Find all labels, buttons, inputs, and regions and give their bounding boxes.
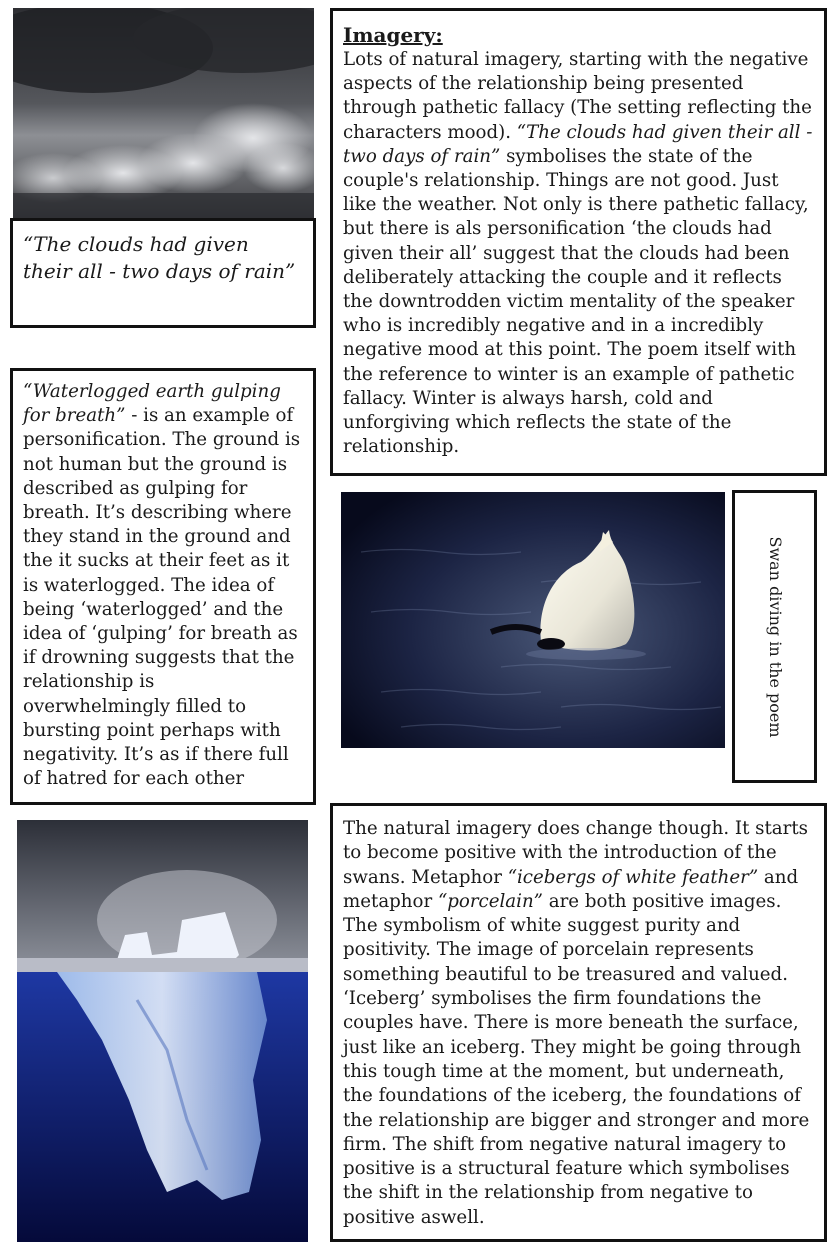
change-text-2: and metaphor — [343, 866, 799, 912]
swan-caption-box — [732, 490, 817, 783]
waterlogged-text: - is an example of personification. The ground is not human but the ground is described as gulping for breath. It’s describing where they stand in the ground and the it sucks at their feet as it is waterlogged. The idea of being ‘waterlogged’ and the idea of ‘gulping’ for breath as if drowning suggests that the relationship is overwhelmingly filled to bursting point perhaps with negativity. It’s as if there full of hatred for each other — [23, 405, 301, 790]
change-paragraph — [343, 817, 814, 1230]
change-quote-icebergs: “icebergs of white feather” — [507, 866, 759, 888]
iceberg-image — [17, 820, 308, 1242]
imagery-text-1: Lots of natural imagery, starting with the negative aspects of the relationship being presented through pathetic fallacy (The setting reflecting the characters mood). — [343, 49, 812, 143]
imagery-change-analysis-box — [330, 803, 827, 1242]
diving-swan-image — [341, 492, 725, 748]
change-quote-porcelain: “porcelain” — [437, 890, 543, 912]
storm-clouds-image — [13, 8, 314, 220]
imagery-paragraph — [343, 48, 814, 459]
waterlogged-analysis-box — [10, 368, 316, 805]
waterlogged-quote: “Waterlogged earth gulping for breath” — [23, 381, 281, 427]
clouds-quote: “The clouds had given their all - two days of rain” — [23, 232, 296, 283]
swan-caption: Swan diving in the poem — [765, 535, 785, 738]
waterlogged-paragraph — [23, 380, 303, 791]
imagery-analysis-box — [330, 8, 827, 476]
clouds-quote-box — [10, 218, 316, 328]
imagery-quote: “The clouds had given their all - two days of rain” — [343, 121, 813, 167]
imagery-heading: Imagery: — [343, 23, 443, 47]
change-text-3: are both positive images. The symbolism of white suggest purity and positivity. The image of porcelain represents something beautiful to be treasured and valued. ‘Iceberg’ symbolises the firm foundations the couples have. There is more beneath the surface, just like an iceberg. They might be going through this tough time at the moment, but underneath, the foundations of the iceberg, the foundations of the relationship are bigger and stronger and more firm. The shift from negative natural imagery to positive is a structural feature which symbolises the shift in the relationship from negative to positive aswell. — [343, 890, 810, 1228]
imagery-text-2: symbolises the state of the couple's relationship. Things are not good. Just like the weather. Not only is there pathetic fallacy, but there is als personification ‘the clouds had given their all’ suggest that the clouds had been deliberately attacking the couple and it reflects the downtrodden victim mentality of the speaker who is incredibly negative and in a incredibly negative mood at this point. The poem itself with the reference to winter is an example of pathetic fallacy. Winter is always harsh, cold and unforgiving which reflects the state of the relationship. — [343, 145, 809, 458]
change-text-1: The natural imagery does change though. It starts to become positive with the introduction of the swans. Metaphor — [343, 818, 808, 888]
